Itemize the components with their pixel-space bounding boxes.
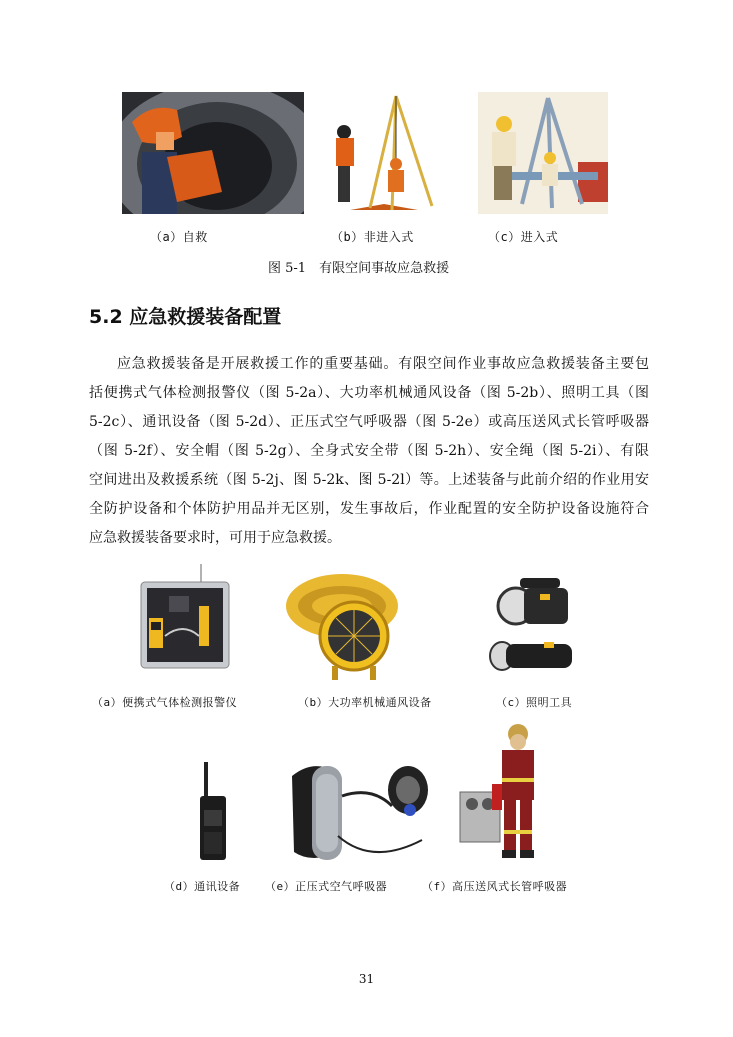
photo-airline-respirator <box>456 720 564 870</box>
figure-5-1-caption-a: （a）自救 <box>150 230 208 244</box>
figure-5-2-caption-c: （c）照明工具 <box>496 696 573 709</box>
paragraph-line: 全防护设备和个体防护用品并无区别，发生事故后，作业配置的安全防护设备设施符合 <box>89 501 649 517</box>
photo-self-rescue <box>122 92 304 214</box>
tripod-entry-illustration <box>478 92 608 214</box>
paragraph-line: 空间进出及救援系统（图 5-2j、图 5-2k、图 5-2l）等。上述装备与此前介绍的作业用安 <box>89 472 649 488</box>
paragraph-line: （图 5-2f）、安全帽（图 5-2g）、全身式安全带（图 5-2h）、安全绳（图 5-2i）、有限 <box>89 443 649 459</box>
photo-scba <box>282 756 432 868</box>
photo-entry-rescue <box>478 92 608 214</box>
page-number: 31 <box>358 972 375 986</box>
tripod-non-entry-illustration <box>330 92 438 214</box>
flashlights-illustration <box>484 572 604 676</box>
figure-5-2-caption-e: （e）正压式空气呼吸器 <box>265 880 388 893</box>
section-title: 应急救援装备配置 <box>129 306 282 328</box>
self-rescue-illustration <box>122 92 304 214</box>
photo-lighting-tools <box>484 572 604 676</box>
photo-non-entry-rescue <box>330 92 438 214</box>
paragraph-line: 括便携式气体检测报警仪（图 5-2a）、大功率机械通风设备（图 5-2b）、照明工具（图 <box>89 385 649 401</box>
figure-5-2-caption-b: （b）大功率机械通风设备 <box>298 696 432 709</box>
figure-5-2-caption-a: （a）便携式气体检测报警仪 <box>92 696 238 709</box>
gas-detector-case-illustration <box>139 562 231 674</box>
section-heading <box>89 302 281 329</box>
figure-5-1-caption-b: （b）非进入式 <box>331 230 414 244</box>
photo-radio <box>196 760 230 862</box>
figure-5-2-caption-d: （d）通讯设备 <box>164 880 241 893</box>
paragraph-line: 5-2c）、通讯设备（图 5-2d）、正压式空气呼吸器（图 5-2e）或高压送风式长管呼吸器 <box>89 414 649 430</box>
figure-5-2-caption-f: （f）高压送风式长管呼吸器 <box>422 880 568 893</box>
photo-ventilation-fan <box>282 570 422 682</box>
photo-gas-detector <box>139 562 231 674</box>
figure-5-1-caption-c: （c）进入式 <box>488 230 559 244</box>
ventilation-fan-illustration <box>282 570 422 682</box>
paragraph-line: 应急救援装备要求时，可用于应急救援。 <box>89 530 341 546</box>
firefighter-airline-illustration <box>456 720 564 870</box>
walkie-talkie-illustration <box>196 760 230 862</box>
breathing-apparatus-illustration <box>282 756 432 868</box>
section-number: 5.2 <box>89 306 123 328</box>
figure-5-1-title: 图 5-1 有限空间事故应急救援 <box>268 261 450 276</box>
body-paragraph <box>89 350 649 553</box>
paragraph-line: 应急救援装备是开展救援工作的重要基础。有限空间作业事故应急救援装备主要包 <box>117 356 649 372</box>
